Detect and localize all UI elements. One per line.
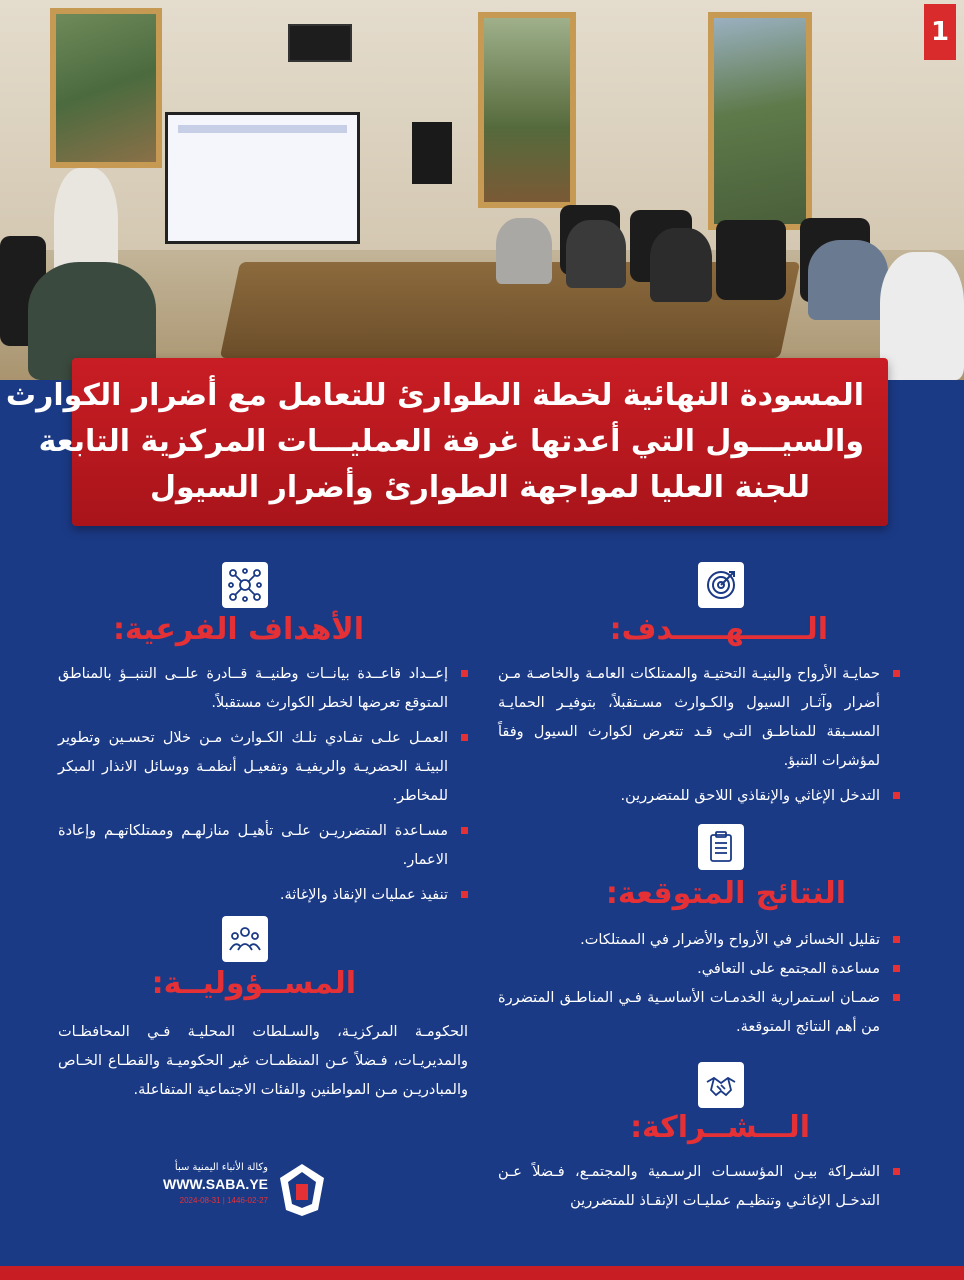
team-icon [222, 916, 268, 962]
list-item: مساعدة المجتمع على التعافي. [498, 955, 900, 984]
list-item: تقليل الخسائر في الأرواح والأضرار في الممتلكات. [498, 926, 900, 955]
bottom-bar [0, 1266, 964, 1280]
title-box [5, 358, 888, 526]
person-seated-4 [808, 240, 888, 320]
chair-3 [716, 220, 786, 300]
agency-url: WWW.SABA.YE [163, 1176, 268, 1192]
results-list [498, 926, 900, 1048]
responsibility-heading: المســؤوليــة: [151, 966, 356, 1001]
agency-name: وكالة الأنباء اليمنية سبأ [174, 1162, 268, 1173]
title-line-1: المسودة النهائية لخطة الطوارئ للتعامل مع أضرار الكوارث [5, 378, 864, 413]
list-item: العمـل علـى تفـادي تلـك الكـوارث مـن خلال تحسـين وتطوير البيئـة الحضريـة والريفيـة وتفعيـل أنظمـة ووسائل الانذار المبكر للمخاطر. [58, 724, 468, 811]
title-line-2: والسيـــول التي أعدتها غرفة العمليـــات المركزية التابعة [38, 424, 864, 459]
speaker [412, 122, 452, 184]
page-number-badge: 1 [924, 4, 956, 60]
list-item: الشـراكة بيـن المؤسسـات الرسـمية والمجتمـع، فـضلاً عـن التدخـل الإغاثـي وتنظيـم عمليـات الإنقـاذ للمتضررين [498, 1158, 900, 1216]
list-item: مسـاعدة المتضرريـن علـى تأهيـل منازلهـم وممتلكاتهـم وإعادة الاعمار. [58, 817, 468, 875]
responsibility-text: الحكومـة المركزيـة، والسـلطات المحليـة فـي المحافظـات والمديريـات، فـضلاً عـن المنظمـات غير الحكوميـة والقطـاع الخـاص والمبادريـن مـن المواطنين والفئات الاجتماعية المتفاعلة. [58, 1024, 468, 1098]
partnership-heading: الـــشــراكة: [630, 1110, 810, 1145]
network-icon [222, 562, 268, 608]
subgoals-heading: الأهداف الفرعية: [112, 612, 364, 647]
subgoals-list [58, 660, 468, 916]
partnership-list [498, 1158, 900, 1222]
saba-logo [160, 1160, 330, 1220]
person-seated-2 [566, 220, 626, 288]
list-item: ضمـان اسـتمرارية الخدمـات الأساسـية فـي المناطـق المتضررة من أهم النتائج المتوقعة. [498, 984, 900, 1042]
goal-heading: الــــــهـــــدف: [609, 612, 828, 647]
person-seated-3 [650, 228, 712, 302]
painting-center [478, 12, 576, 208]
list-item: حمايـة الأرواح والبنيـة التحتيـة والممتلكات العامـة والخاصـة مـن أضرار وآثـار السيول والكـوارث مسـتقبلاً، بتوفيـر الحمايـة المسـبقة للمناطـق التـي قـد تتعرض لكوارث السيول وفقاً لمؤشرات التنبؤ. [498, 660, 900, 776]
clipboard-icon [698, 824, 744, 870]
handshake-icon [698, 1062, 744, 1108]
list-item: إعــداد قاعــدة بيانــات وطنيــة قــادرة علــى التنبــؤ بالمناطق المتوقع تعرضها لخطر الكوارث مستقبلاً. [58, 660, 468, 718]
list-item: تنفيذ عمليات الإنقاذ والإغاثة. [58, 881, 468, 910]
agency-date: 2024-08-31 | 1446-02-27 [179, 1196, 268, 1205]
target-icon [698, 562, 744, 608]
title-line-3: للجنة العليا لمواجهة الطوارئ وأضرار السيول [149, 470, 811, 505]
results-heading: النتائج المتوقعة: [605, 876, 846, 911]
person-standing [880, 252, 964, 380]
person-seated-1 [496, 218, 552, 284]
meeting-photo [0, 0, 964, 380]
painting-right [708, 12, 812, 230]
presentation-screen [165, 112, 360, 244]
saba-emblem-icon [274, 1160, 330, 1218]
wall-tv [288, 24, 352, 62]
goal-list [498, 660, 900, 817]
list-item: التدخل الإغاثي والإنقاذي اللاحق للمتضررين. [498, 782, 900, 811]
painting-left [50, 8, 162, 168]
